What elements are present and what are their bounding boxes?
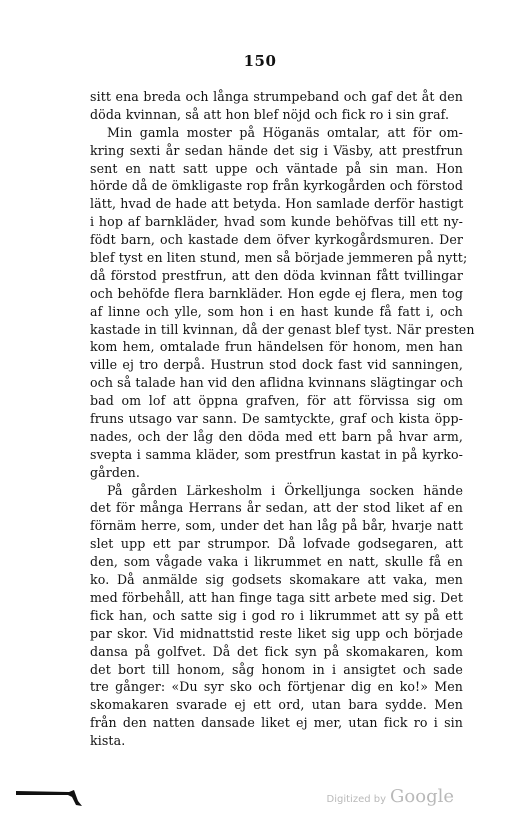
text-line: och behöfde flera barnkläder. Hon egde ej flera, men tog bbox=[90, 285, 463, 301]
text-line: förnäm herre, som, under det han låg på bår, hvarje natt bbox=[90, 518, 463, 534]
text-line: och så talade han vid den aflidna kvinnans slägtingar och bbox=[90, 375, 464, 391]
text-line: gården. bbox=[90, 464, 140, 480]
text-line: det för många Herrans år sedan, att der stod liket af en bbox=[90, 500, 463, 516]
body-text bbox=[90, 88, 475, 750]
text-line: bad om lof att öppna grafven, för att förvissa sig om bbox=[90, 393, 463, 409]
paragraph bbox=[90, 482, 463, 750]
text-line: lätt, hvad de hade att betyda. Hon samlade derför hastigt bbox=[90, 196, 464, 212]
watermark-prefix: Digitized by bbox=[326, 794, 387, 805]
text-line: skomakaren svarade ej ett ord, utan bara sydde. Men bbox=[90, 697, 463, 713]
text-line: ville ej tro derpå. Hustrun stod dock fast vid sanningen, bbox=[90, 357, 463, 373]
text-line: kom hem, omtalade frun händelsen för honom, men han bbox=[90, 339, 463, 355]
text-line: af linne och ylle, som hon i en hast kunde få fatt i, och bbox=[90, 303, 463, 319]
text-line: ko. Då anmälde sig godsets skomakare att vaka, men bbox=[90, 572, 463, 588]
text-line: det bort till honom, såg honom in i ansigtet och sade bbox=[90, 661, 463, 677]
text-line: från den natten dansade liket ej mer, utan fick ro i sin bbox=[90, 715, 463, 731]
text-line: hörde då de ömkligaste rop från kyrkogården och förstod bbox=[90, 178, 463, 194]
text-line: sent en natt satt uppe och väntade på sin man. Hon bbox=[90, 160, 463, 176]
text-line: tre gånger: «Du syr sko och förtjenar dig en ko!» Men bbox=[90, 679, 463, 695]
text-line: blef tyst en liten stund, men så började jemmeren på nytt; bbox=[90, 250, 468, 266]
margin-mark-icon bbox=[14, 779, 94, 809]
text-line: Min gamla moster på Höganäs omtalar, att för om- bbox=[107, 124, 463, 140]
text-line: i hop af barnkläder, hvad som kunde behöfvas till ett ny- bbox=[90, 214, 463, 230]
digitized-by-google-watermark bbox=[327, 786, 454, 807]
paragraph bbox=[90, 88, 463, 124]
text-line: sitt ena breda och långa strumpeband och gaf det åt den bbox=[90, 89, 463, 104]
text-line: den, som vågade vaka i likrummet en natt, skulle få en bbox=[90, 554, 463, 570]
google-logo: Google bbox=[390, 786, 454, 807]
text-line: kastade in till kvinnan, då der genast blef tyst. När presten bbox=[90, 321, 475, 337]
page-number: 150 bbox=[243, 52, 277, 70]
text-line: svepta i samma kläder, som prestfrun kastat in på kyrko- bbox=[90, 446, 463, 462]
text-line: då förstod prestfrun, att den döda kvinnan fått tvillingar bbox=[90, 267, 463, 283]
text-line: kista. bbox=[90, 733, 126, 749]
text-line: med förbehåll, att han finge taga sitt arbete med sig. Det bbox=[90, 589, 463, 605]
text-line: kring sexti år sedan hände det sig i Väsby, att prestfrun bbox=[90, 142, 463, 158]
text-line: par skor. Vid midnattstid reste liket sig upp och började bbox=[90, 625, 463, 641]
text-line: fick han, och satte sig i god ro i likrummet att sy på ett bbox=[90, 607, 463, 623]
text-line: fruns utsago var sann. De samtyckte, graf och kista öpp- bbox=[90, 411, 463, 427]
text-line: födt barn, och kastade dem öfver kyrkogårdsmuren. Der bbox=[90, 232, 463, 248]
text-line: slet upp ett par strumpor. Då lofvade godsegaren, att bbox=[90, 536, 463, 552]
text-line: dansa på golfvet. Då det fick syn på skomakaren, kom bbox=[90, 643, 463, 659]
text-line: På gården Lärkesholm i Örkelljunga socken hände bbox=[107, 482, 463, 498]
paragraph bbox=[90, 124, 475, 482]
text-line: nades, och der låg den döda med ett barn på hvar arm, bbox=[90, 428, 463, 444]
text-line: döda kvinnan, så att hon blef nöjd och fick ro i sin graf. bbox=[90, 106, 450, 122]
